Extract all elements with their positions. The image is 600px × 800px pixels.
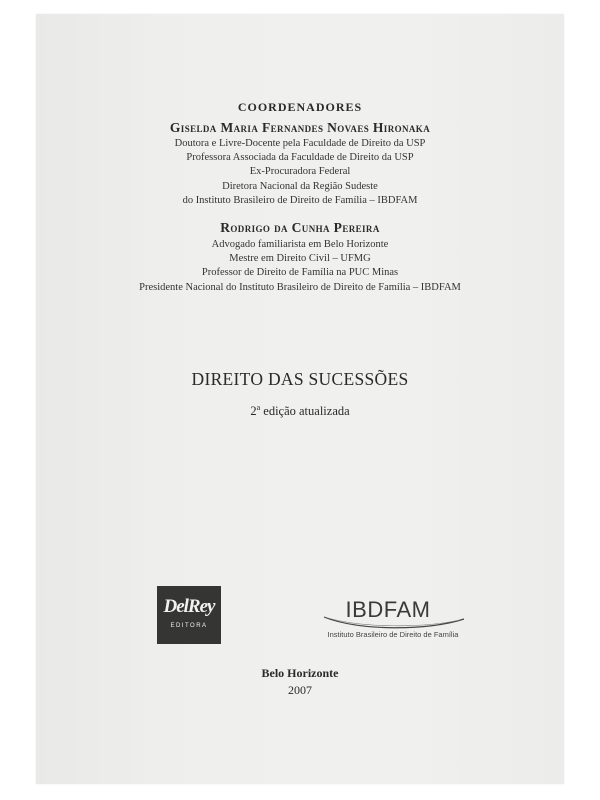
credential-line: Mestre em Direito Civil – UFMG: [229, 253, 371, 265]
book-title: DIREITO DAS SUCESSÕES: [191, 369, 409, 389]
credential-line: Professor de Direito de Família na PUC Minas: [201, 267, 399, 279]
credential-line: Professora Associada da Faculdade de Direito da USP: [186, 152, 414, 164]
publication-year: 2007: [288, 683, 312, 697]
publication-city: Belo Horizonte: [261, 666, 339, 680]
edition-text: edição atualizada: [260, 404, 350, 419]
edition-number: 2: [250, 404, 257, 419]
edition-line: [36, 403, 564, 419]
delrey-subtitle: EDITORA: [170, 623, 208, 629]
credential-line: Doutora e Livre-Docente pela Faculdade de Direito da USP: [174, 138, 426, 149]
ibdfam-swoosh-icon: [318, 597, 468, 633]
delrey-wordmark: DelRey: [163, 596, 215, 617]
coordinators-heading: COORDENADORES: [237, 100, 363, 114]
credential-line: Ex-Procuradora Federal: [249, 166, 351, 178]
credential-line: Diretora Nacional da Região Sudeste: [222, 180, 378, 192]
coordinator-name: Rodrigo da Cunha Pereira: [220, 220, 380, 235]
credential-line: Presidente Nacional do Instituto Brasileiro de Direito de Família – IBDFAM: [139, 281, 461, 293]
credential-line: Advogado familiarista em Belo Horizonte: [211, 239, 389, 250]
coordinator-name: Giselda Maria Fernandes Novaes Hironaka: [169, 120, 431, 135]
credential-line: do Instituto Brasileiro de Direito de Família – IBDFAM: [182, 194, 418, 206]
coordinator-credentials: [36, 238, 564, 295]
ibdfam-subtitle: Instituto Brasileiro de Direito de Família: [327, 630, 459, 639]
edition-ordinal: a: [256, 403, 261, 412]
coordinator-credentials: [36, 137, 564, 208]
delrey-logo: [157, 586, 221, 644]
ibdfam-logo: [318, 597, 458, 647]
ibdfam-wordmark: IBDFAM: [345, 597, 431, 622]
title-page: [36, 14, 564, 784]
